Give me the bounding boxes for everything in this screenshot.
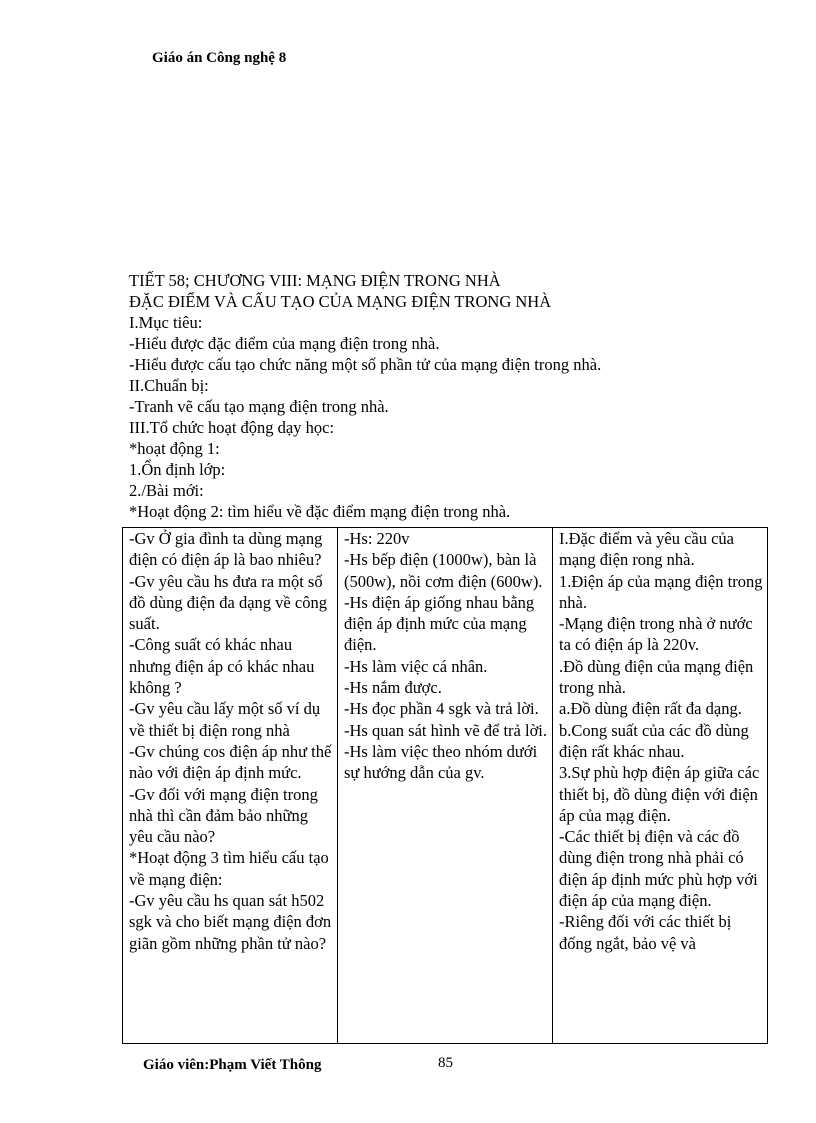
list-item: -Hs: 220v [344,529,410,548]
document-header: Giáo án Công nghệ 8 [152,50,287,66]
page-number: 85 [438,1055,453,1071]
list-item: -Gv yêu cầu hs đưa ra một số đồ dùng điện đa dạng về công suất. [129,571,327,634]
list-item: a.Đồ dùng điện rất đa dạng. [559,699,742,719]
section-heading: II.Chuẩn bị: [129,376,209,395]
list-item: -Hs đọc phần 4 sgk và trả lời. [344,699,539,719]
lesson-intro [129,270,789,522]
section-heading: I.Mục tiêu: [129,313,203,332]
list-item: -Hs quan sát hình vẽ để trả lời. [344,720,548,740]
list-item: -Gv chúng cos điện áp như thế nào với điện áp định mức. [129,741,332,783]
teacher-name: Giáo viên:Phạm Viết Thông [143,1057,322,1073]
teacher-activity-cell [123,528,338,1044]
section-heading: III.Tổ chức hoạt động dạy học: [129,418,335,437]
list-item: -Hs làm việc theo nhóm dưới sự hướng dẫn của gv. [344,741,538,783]
list-item: -Gv đối với mạng điện trong nhà thì cần đảm bảo những yêu cầu nào? [129,784,318,847]
list-item: -Hs làm việc cá nhân. [344,656,488,676]
list-item: -Hs bếp điện (1000w), bàn là (500w), nồi cơm điện (600w). [344,550,543,591]
student-activity-cell [338,528,553,1044]
list-item: b.Cong suất của các đồ dùng điện rất khác nhau. [559,720,749,761]
objective-line: -Hiểu được cấu tạo chức năng một số phần tử của mạng điện trong nhà. [129,355,602,374]
list-item: -Gv yêu cầu hs quan sát h502 sgk và cho biết mạng điện đơn giãn gồm những phần tử nào? [129,891,332,953]
list-item: -Hs điện áp giống nhau bằng điện áp định mức của mạng điện. [344,592,535,655]
activity-step: 2./Bài mới: [129,481,204,500]
list-item: I.Đặc điểm và yêu cầu của mạng điện rong nhà. [559,529,734,570]
activity-heading: *Hoạt động 2: tìm hiểu về đặc điểm mạng điện trong nhà. [129,502,511,521]
list-item: -Các thiết bị điện và các đồ dùng điện trong nhà phải có điện áp định mức phù hợp với điện áp của mạng điện. [559,827,758,911]
lesson-title: TIẾT 58; CHƯƠNG VIII: MẠNG ĐIỆN TRONG NHÀ [129,271,501,290]
lesson-subtitle: ĐẶC ĐIỂM VÀ CẤU TẠO CỦA MẠNG ĐIỆN TRONG NHÀ [129,292,552,311]
list-item: *Hoạt động 3 tìm hiểu cấu tạo về mạng điện: [129,848,329,889]
table-row [123,528,768,1044]
list-item: -Riêng đối với các thiết bị đống ngắt, bảo vệ và [559,912,732,953]
content-cell [553,528,768,1044]
list-item: 1.Điện áp của mạng điện trong nhà. [559,571,763,612]
list-item: -Hs nắm được. [344,678,442,698]
list-item: .Đồ dùng điện của mạng điện trong nhà. [559,656,754,698]
preparation-line: -Tranh vẽ cấu tạo mạng điện trong nhà. [129,397,389,416]
list-item: -Gv Ở gia đình ta dùng mạng điện có điện áp là bao nhiêu? [129,529,323,570]
list-item: -Gv yêu cầu lấy một số ví dụ về thiết bị điện rong nhà [129,699,321,740]
list-item: -Công suất có khác nhau nhưng điện áp có khác nhau không ? [129,635,315,698]
activity-heading: *hoạt động 1: [129,439,220,458]
objective-line: -Hiểu được đặc điểm của mạng điện trong nhà. [129,334,440,353]
activity-step: 1.Ổn định lớp: [129,460,226,479]
list-item: -Mạng điện trong nhà ở nước ta có điện áp là 220v. [559,614,753,655]
activity-table [122,527,768,1044]
list-item: 3.Sự phù hợp điện áp giữa các thiết bị, đồ dùng điện với điện áp của mạg điện. [559,763,760,825]
